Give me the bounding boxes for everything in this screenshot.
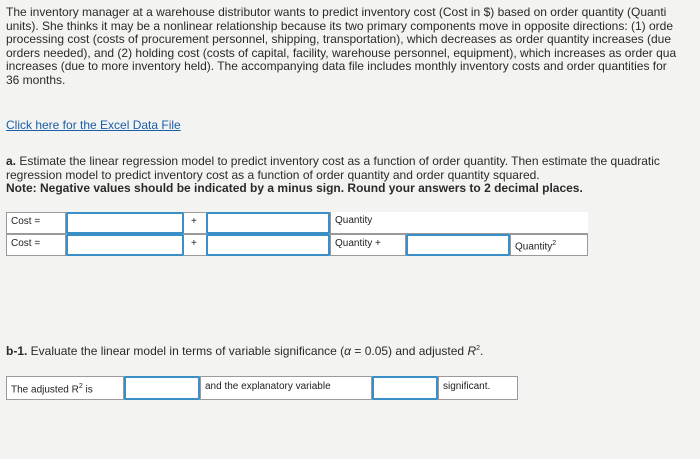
plus-sign: +: [184, 212, 206, 234]
part-a-label: a.: [6, 154, 17, 168]
r-symbol: R: [467, 344, 477, 358]
cost-label: Cost =: [6, 212, 66, 234]
intro-line: processing cost (costs of procurement personnel, shipping, transportation), which decreases as order quantity increases (due: [6, 32, 672, 47]
r-superscript: 2: [476, 345, 481, 352]
significance-select[interactable]: [372, 376, 438, 400]
part-a-line2: regression model to predict inventory cost as a function of order quantity and order quantity squared.: [6, 167, 540, 182]
part-b1-eq: = 0.05) and adjusted: [351, 344, 468, 358]
part-a-line1: Estimate the linear regression model to predict inventory cost as a function of order quantity. Then estimate the quadratic: [16, 154, 660, 168]
adjusted-r-superscript: 2: [78, 383, 83, 390]
part-b1-label: b-1.: [6, 344, 28, 358]
cost-label: Cost =: [6, 234, 66, 256]
quantity-squared-text: Quantity: [515, 241, 553, 253]
squared-superscript: 2: [552, 240, 557, 247]
quadratic-model-row: [6, 234, 588, 254]
excel-data-link[interactable]: Click here for the Excel Data File: [6, 118, 181, 132]
explanatory-variable-label: and the explanatory variable: [200, 376, 372, 400]
quantity-plus-label: Quantity +: [330, 234, 406, 256]
part-b1-end: .: [480, 344, 484, 358]
part-a-question: [6, 155, 700, 196]
quadratic-quantity-coef-input[interactable]: [206, 234, 330, 256]
regression-answer-table: [6, 212, 588, 256]
part-a-note: Note: Negative values should be indicated by a minus sign. Round your answers to 2 decimal places.: [6, 181, 583, 196]
b1-answer-row: [6, 376, 518, 400]
linear-model-row: [6, 212, 588, 232]
intro-line: orders needed), and (2) holding cost (costs of capital, facility, warehouse personnel, equipment), which increases as order qua: [6, 45, 677, 60]
quadratic-squared-coef-input[interactable]: [406, 234, 510, 256]
intro-line: The inventory manager at a warehouse distributor wants to predict inventory cost (Cost in $) based on order quantity (Quanti: [6, 5, 667, 19]
part-b1-question: [6, 344, 483, 358]
part-b1-text: Evaluate the linear model in terms of variable significance (: [27, 344, 345, 358]
adjusted-r2-label: [6, 376, 124, 400]
quantity-squared-label: [510, 234, 588, 256]
intro-line: increases (due to more inventory held). The accompanying data file includes monthly inventory costs and order quantities for: [6, 59, 667, 74]
alpha-symbol: α: [344, 344, 352, 358]
problem-intro: [6, 6, 700, 88]
intro-line: units). She thinks it may be a nonlinear relationship because its two primary components move in opposite directions: (1) orde: [6, 18, 674, 33]
adjusted-is-text: is: [82, 384, 93, 396]
intro-line: 36 months.: [6, 72, 66, 87]
quantity-label: Quantity: [330, 212, 588, 234]
linear-intercept-input[interactable]: [66, 212, 184, 234]
adjusted-r2-input[interactable]: [124, 376, 200, 400]
quadratic-intercept-input[interactable]: [66, 234, 184, 256]
linear-slope-input[interactable]: [206, 212, 330, 234]
adjusted-r-text: The adjusted R: [11, 384, 79, 396]
significant-label: significant.: [438, 376, 518, 400]
plus-sign: +: [184, 234, 206, 256]
